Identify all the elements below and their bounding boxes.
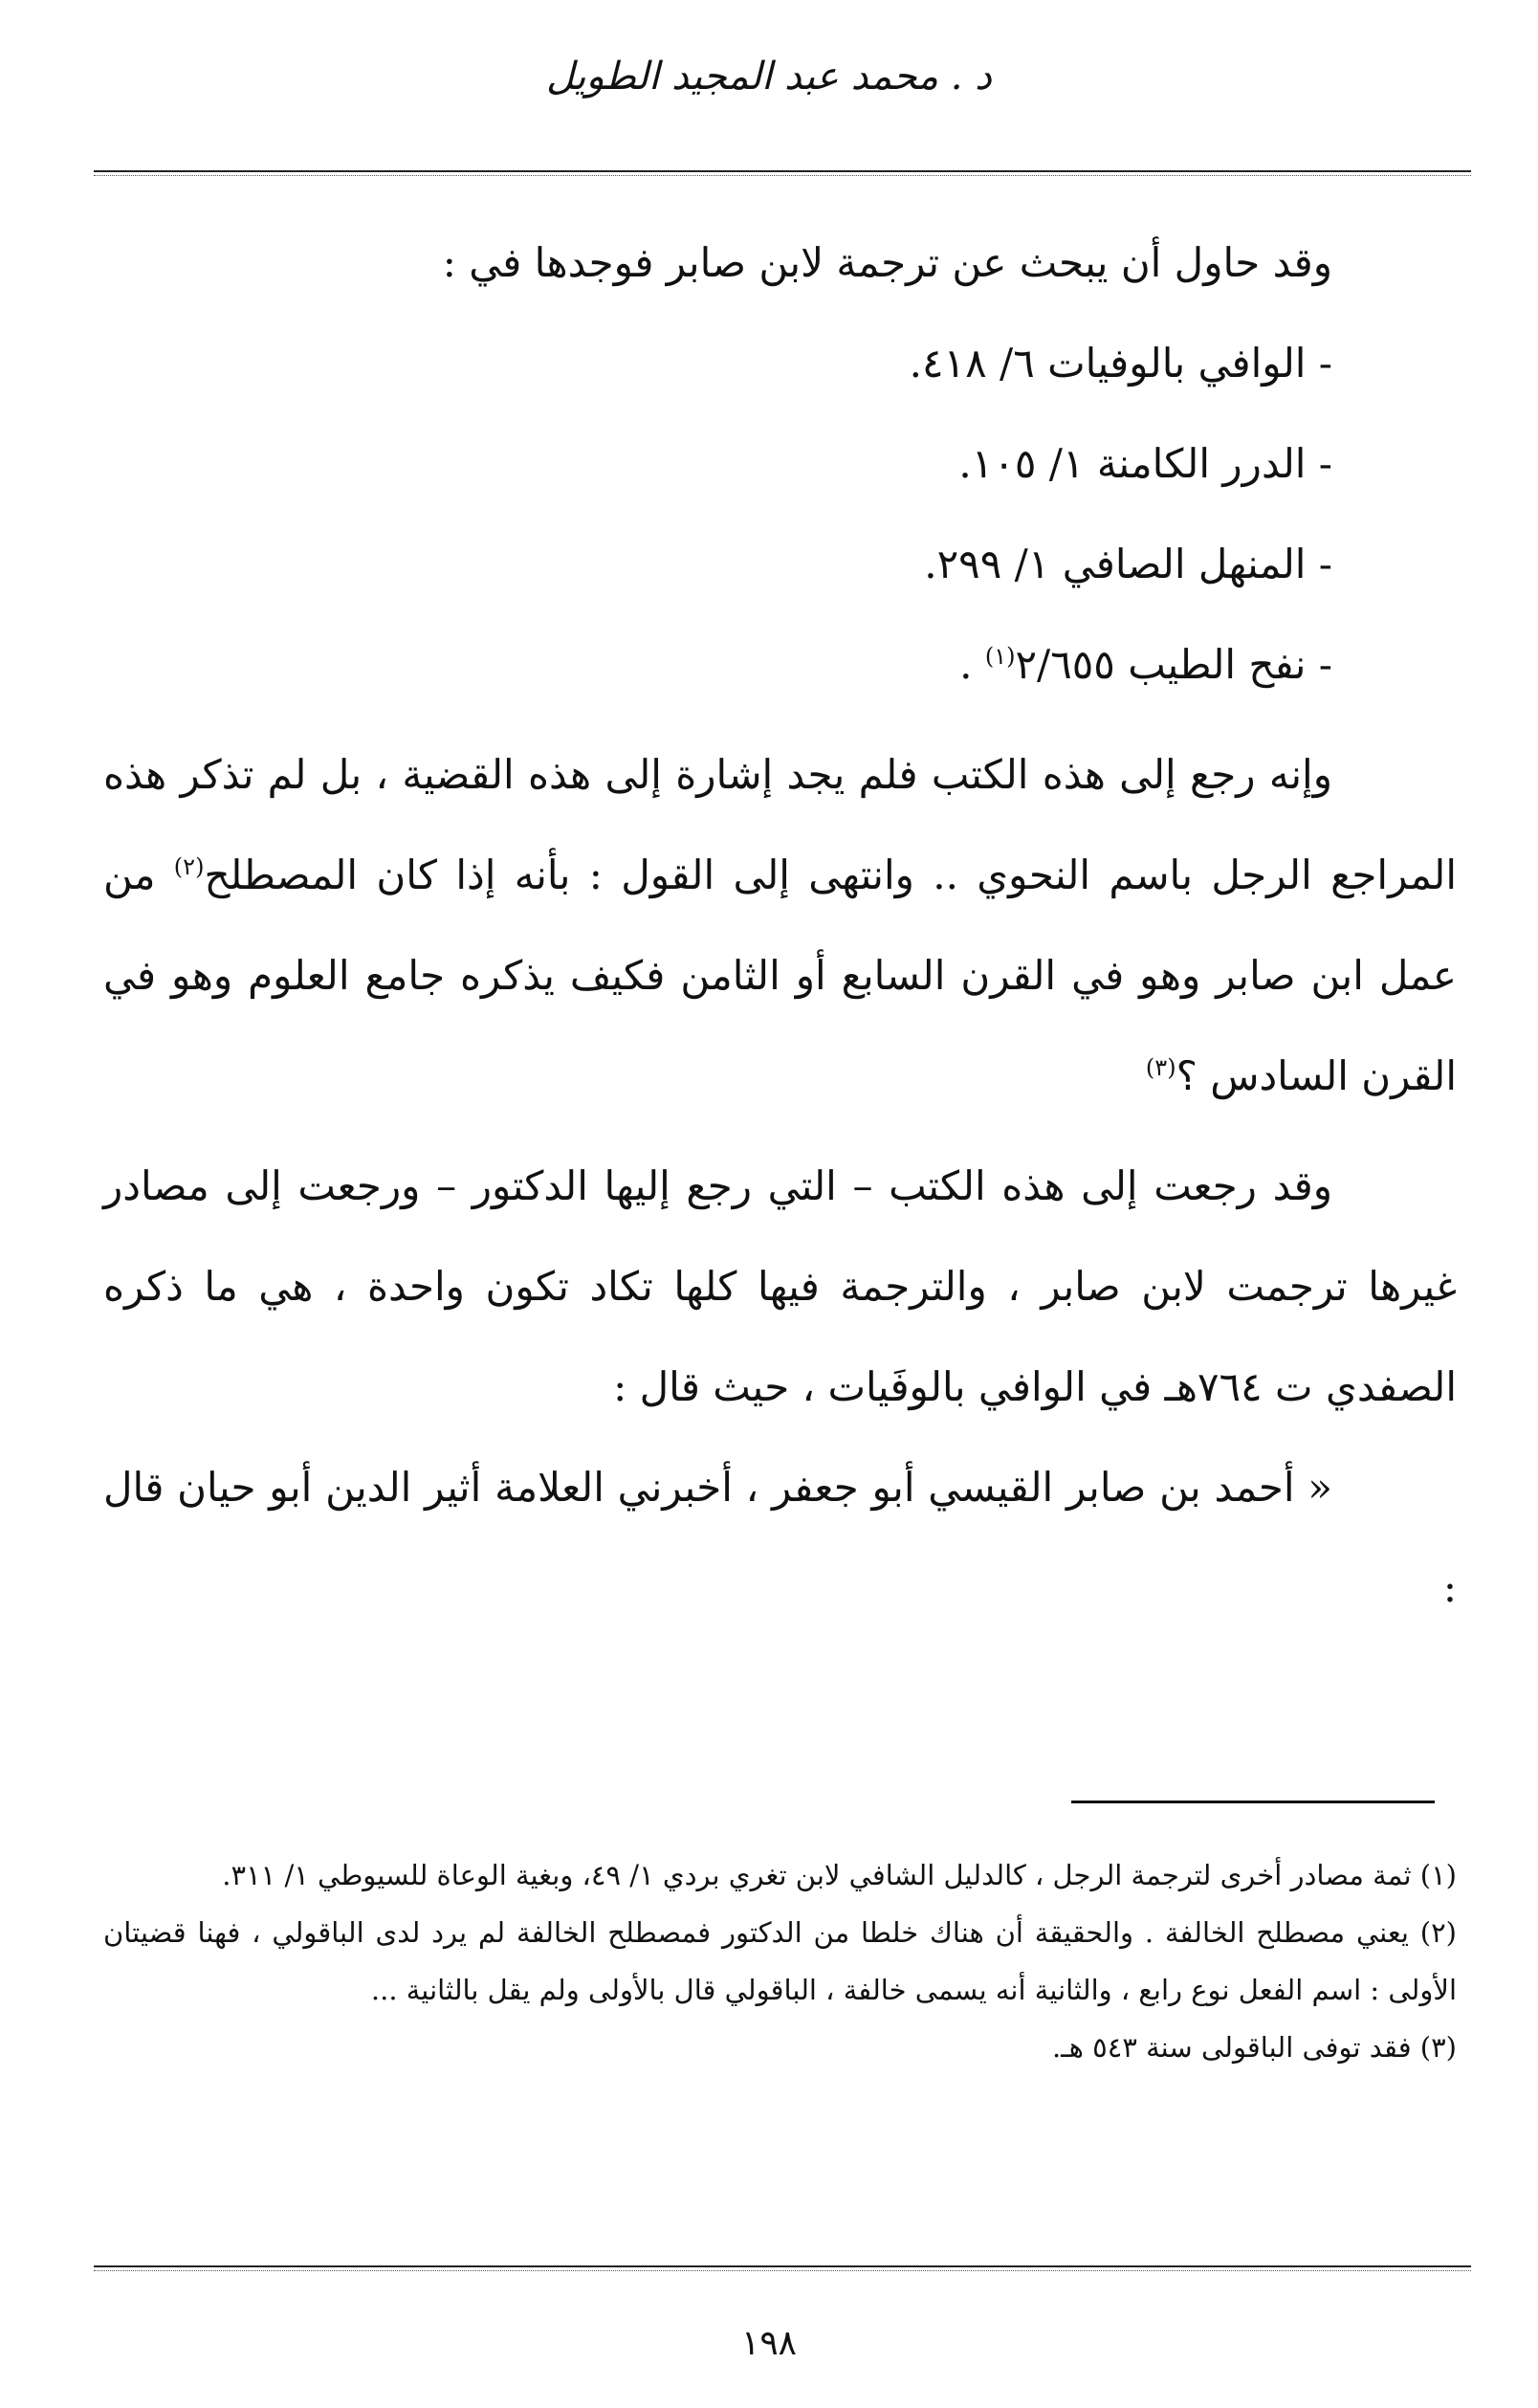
intro-line: وقد حاول أن يبحث عن ترجمة لابن صابر فوجدها في :	[442, 239, 1332, 286]
paragraph-1-text-b: من عمل ابن صابر وهو في القرن السابع أو الثامن فكيف يذكره جامع العلوم وهو في القرن السادس ؟	[103, 851, 1457, 1099]
page-number: ١٩٨	[740, 2324, 797, 2363]
footnotes	[103, 1846, 1457, 2076]
header-rule	[94, 170, 1471, 176]
footnote-ref-2: (٢)	[173, 853, 205, 880]
source-list-item: - المنهل الصافي ١/ ٢٩٩.	[924, 541, 1332, 587]
paragraph-1	[103, 724, 1457, 1126]
footnote-1: (١) ثمة مصادر أخرى لترجمة الرجل ، كالدليل الشافي لابن تغري بردي ١/ ٤٩، وبغية الوعاة للسيوطي ١/ ٣١١.	[222, 1859, 1457, 1891]
quote-line: « أحمد بن صابر القيسي أبو جعفر ، أخبرني العلامة أثير الدين أبو حيان قال :	[103, 1464, 1457, 1611]
source-list-item: - الوافي بالوفيات ٦/ ٤١٨.	[909, 340, 1332, 387]
paragraph-1-text-a: وإنه رجع إلى هذه الكتب فلم يجد إشارة إلى هذه القضية ، بل لم تذكر هذه المراجع الرجل باسم النحوي .. وانتهى إلى القول : بأنه إذا كان المصطلح	[103, 751, 1457, 898]
footnote-3: (٣) فقد توفى الباقولى سنة ٥٤٣ هـ.	[1051, 2031, 1457, 2064]
footer-rule	[94, 2265, 1471, 2271]
source-list-item: - الدرر الكامنة ١/ ١٠٥.	[958, 440, 1332, 487]
list-item-end: .	[959, 641, 985, 688]
paragraph-2: وقد رجعت إلى هذه الكتب – التي رجع إليها الدكتور – ورجعت إلى مصادر غيرها ترجمت لابن صابر ، والترجمة فيها كلها تكاد تكون واحدة ، هي ما ذكره الصفدي ت ٧٦٤هـ في الوافي بالوفَيات ، حيث قال :	[103, 1162, 1457, 1410]
footnote-ref-1: (١)	[984, 643, 1016, 670]
list-item-text: - نفح الطيب ٢/٦٥٥	[1015, 641, 1332, 688]
main-text	[103, 212, 1457, 1638]
footnote-separator	[1071, 1800, 1435, 1803]
source-list-item-last	[103, 614, 1457, 715]
footnote-ref-3: (٣)	[1145, 1054, 1176, 1081]
running-head: د . محمد عبد المجيد الطويل	[546, 55, 992, 99]
footnote-2: (٢) يعني مصطلح الخالفة . والحقيقة أن هناك خلطا من الدكتور فمصطلح الخالفة لم يرد لدى الباقولي ، فهنا قضيتان الأولى : اسم الفعل نوع رابع ، والثانية أنه يسمى خالفة ، الباقولي قال بالأولى ولم يقل بالثانية ...	[103, 1916, 1457, 2006]
